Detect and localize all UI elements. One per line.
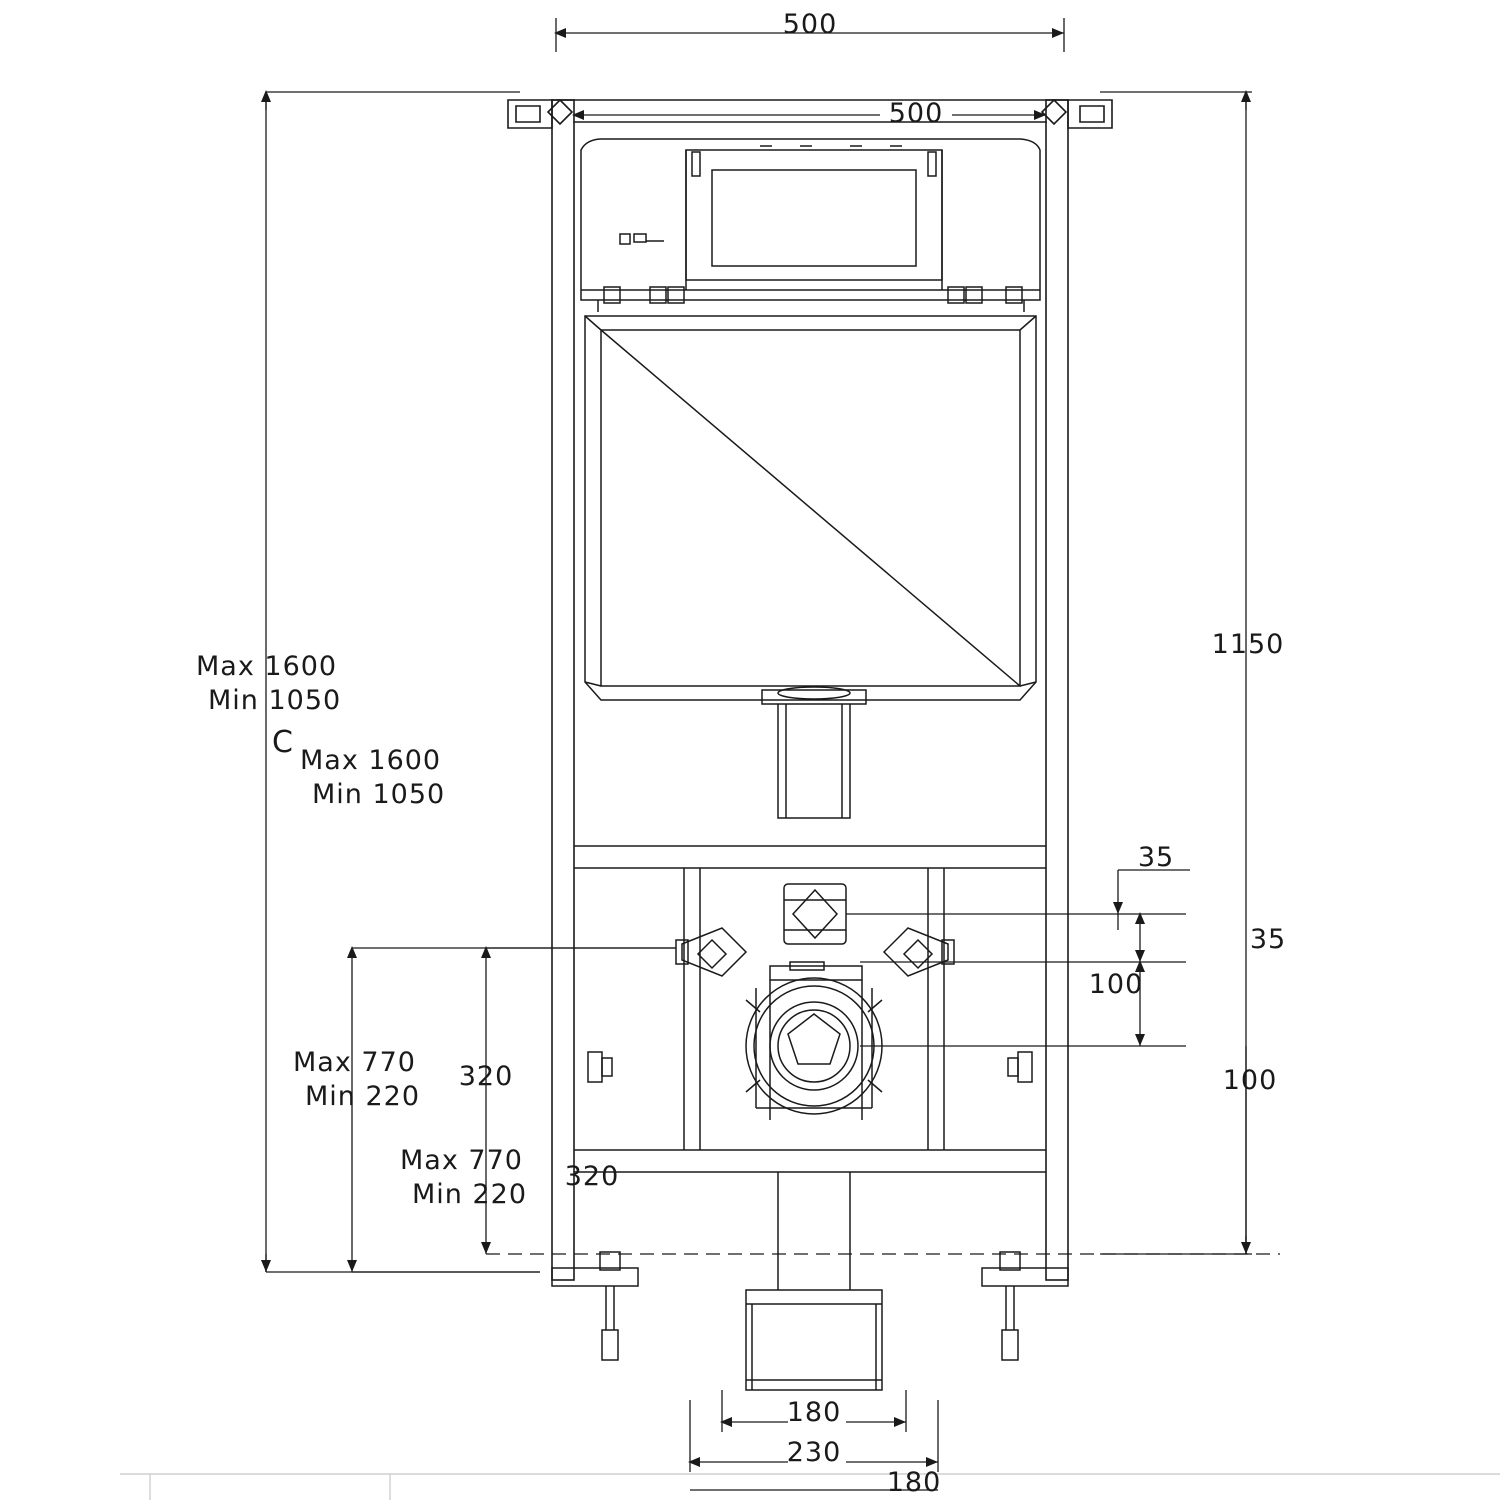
dim-100-right: 100 — [1222, 1065, 1278, 1096]
outlet-connector — [784, 884, 846, 944]
dim-180-lower: 180 — [886, 1467, 942, 1498]
dim-320-vertical: 320 — [458, 1061, 514, 1092]
dim-35-right: 35 — [1249, 924, 1287, 955]
fixing-bolts — [676, 928, 954, 976]
callout-c: C — [272, 725, 294, 760]
dim-35-top: 35 — [1137, 842, 1175, 873]
mid-rail — [574, 846, 1046, 868]
dim-height-1150: 1150 — [1211, 629, 1285, 660]
dim-320-horizontal: 320 — [564, 1161, 620, 1192]
page-footer-rule — [120, 1474, 1500, 1500]
dim-top-width-500: 500 — [782, 9, 838, 40]
waste-outlet — [746, 962, 882, 1120]
bottom-waste-pipe — [746, 1172, 882, 1390]
dim-inner-width-500: 500 — [888, 98, 944, 129]
dim-min-220: Min 220 — [305, 1081, 421, 1112]
dim-height-min-1050-b: Min 1050 — [312, 779, 446, 810]
dim-180-upper: 180 — [786, 1397, 842, 1428]
adjustable-feet — [552, 1252, 1068, 1360]
dim-max-770-b: Max 770 — [400, 1145, 523, 1176]
flush-pipe — [762, 687, 866, 818]
dim-height-min-1050: Min 1050 — [208, 685, 342, 716]
dim-100-inner: 100 — [1088, 969, 1144, 1000]
cistern-top-assembly — [581, 139, 1040, 312]
dim-height-max-1600-b: Max 1600 — [300, 745, 442, 776]
dim-max-770: Max 770 — [293, 1047, 416, 1078]
cistern-body — [585, 316, 1036, 700]
dim-min-220-b: Min 220 — [412, 1179, 528, 1210]
dim-230: 230 — [786, 1437, 842, 1468]
dim-height-max-1600: Max 1600 — [196, 651, 338, 682]
